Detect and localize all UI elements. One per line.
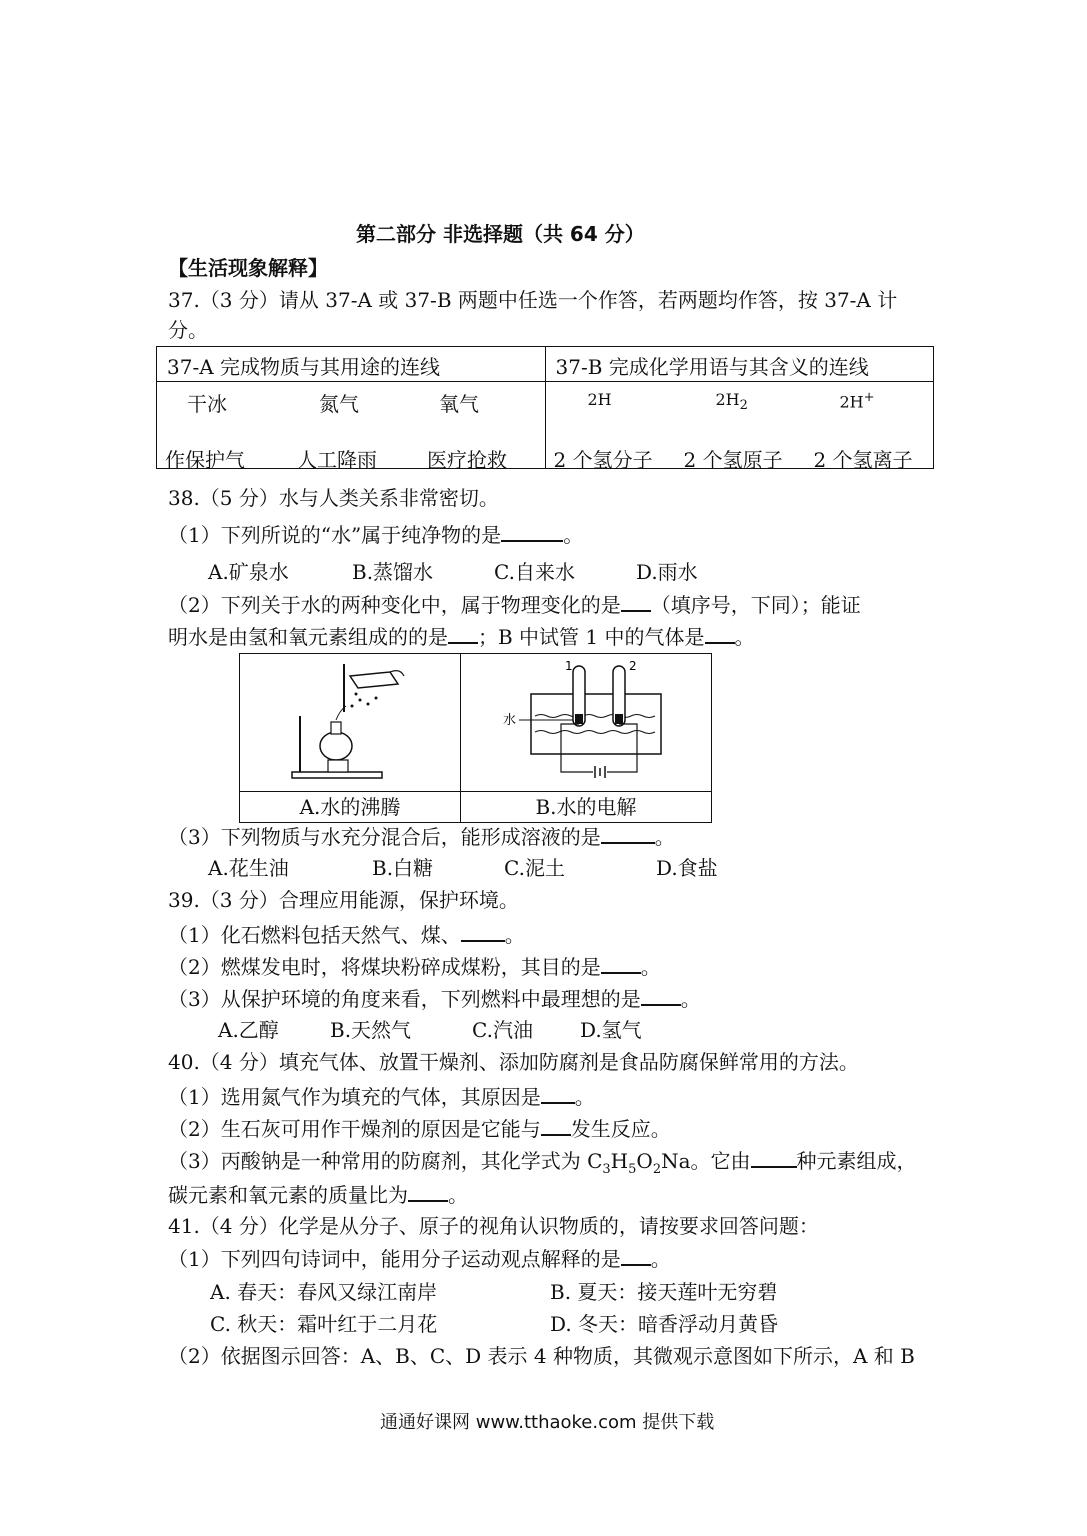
q37-b-header: 37-B 完成化学用语与其含义的连线	[555, 355, 869, 379]
section-title: 【生活现象解释】	[168, 256, 328, 280]
q37-b-top-item: 2H+	[839, 390, 875, 412]
q37-a-top-item: 氮气	[319, 392, 359, 416]
tube-1-label: 1	[565, 659, 573, 673]
boiling-apparatus-illustration	[240, 654, 460, 786]
q37-a-header: 37-A 完成物质与其用途的连线	[167, 355, 441, 379]
q41-part1: （1）下列四句诗词中，能用分子运动观点解释的是 。	[168, 1247, 671, 1271]
q40-part2: （2）生石灰可用作干燥剂的原因是它能与 发生反应。	[168, 1117, 671, 1141]
q38-stem: 38.（5 分）水与人类关系非常密切。	[168, 486, 499, 510]
q41-stem: 41.（4 分）化学是从分子、原子的视角认识物质的，请按要求回答问题：	[168, 1214, 819, 1238]
fig-b-caption: B.水的电解	[535, 795, 637, 819]
q39-part3: （3）从保护环境的角度来看，下列燃料中最理想的是 。	[168, 987, 701, 1011]
q37-a-bottom-item: 作保护气	[165, 448, 245, 472]
q37-a-header-cell	[157, 347, 546, 382]
q40-part3-line2: 碳元素和氧元素的质量比为 。	[168, 1183, 468, 1207]
q37-stem-line2: 分。	[168, 318, 208, 342]
answer-blank	[448, 624, 478, 644]
q37-a-top-item: 氧气	[439, 392, 479, 416]
q37-stem-line1: 37.（3 分）请从 37-A 或 37-B 两题中任选一个作答，若两题均作答，按 37-A 计	[168, 288, 898, 312]
q38-p3-option: C.泥土	[504, 856, 565, 880]
q37-b-top-item: $2H_2$	[715, 390, 748, 414]
q38-p1-option: D.雨水	[636, 560, 698, 584]
q37-a-bottom-item: 医疗抢救	[427, 448, 507, 472]
q40-part3-line1: （3）丙酸钠是一种常用的防腐剂，其化学式为 $C_3H_5O_2Na$。它由 种元素组成，	[168, 1149, 917, 1177]
q37-b-body	[545, 382, 934, 472]
q38-figure-table	[239, 653, 712, 823]
q38-part1: （1）下列所说的“水”属于纯净物的是 。	[168, 523, 584, 547]
q38-p3-option: D.食盐	[656, 856, 718, 880]
q38-part3: （3）下列物质与水充分混合后，能形成溶液的是 。	[168, 825, 675, 849]
q39-part1: （1）化石燃料包括天然气、煤、 。	[168, 923, 525, 947]
q37-b-header-cell	[545, 347, 934, 382]
answer-blank	[601, 824, 655, 844]
q38-part2-line1: （2）下列关于水的两种变化中，属于物理变化的是 （填序号，下同）；能证	[168, 593, 861, 617]
answer-blank	[501, 522, 563, 542]
q39-part2: （2）燃煤发电时，将煤块粉碎成煤粉，其目的是 。	[168, 955, 661, 979]
q38-p3-option: A.花生油	[208, 856, 289, 880]
q37-a-body	[157, 382, 546, 472]
q39-stem: 39.（3 分）合理应用能源，保护环境。	[168, 888, 519, 912]
fig-a-caption: A.水的沸腾	[299, 795, 401, 819]
answer-blank	[461, 922, 505, 942]
q37-b-top-item: 2H	[587, 390, 612, 409]
q38-p1-option: B.蒸馏水	[352, 560, 434, 584]
q41-part2: （2）依据图示回答：A、B、C、D 表示 4 种物质，其微观示意图如下所示，A 和 B	[168, 1344, 915, 1368]
q40-part1: （1）选用氮气作为填充的气体，其原因是 。	[168, 1085, 595, 1109]
part-title: 第二部分 非选择题（共 64 分）	[356, 222, 645, 246]
q39-option: A.乙醇	[218, 1018, 279, 1042]
q37-a-top-item: 干冰	[187, 392, 227, 416]
q38-p1-option: A.矿泉水	[208, 560, 289, 584]
q37-b-bottom-item: 2 个氢原子	[683, 448, 783, 472]
answer-blank	[621, 592, 651, 612]
q38-p3-option: B.白糖	[372, 856, 434, 880]
q37-b-bottom-item: 2 个氢离子	[813, 448, 913, 472]
fig-b-caption-cell	[461, 792, 712, 823]
q38-p1-option: C.自来水	[494, 560, 575, 584]
q41-option-a: A. 春天：春风又绿江南岸	[210, 1280, 438, 1304]
answer-blank	[601, 954, 641, 974]
answer-blank	[705, 624, 735, 644]
answer-blank	[641, 986, 681, 1006]
answer-blank	[541, 1084, 575, 1104]
electrolysis-apparatus-illustration	[461, 654, 711, 786]
q41-option-d: D. 冬天：暗香浮动月黄昏	[550, 1312, 779, 1336]
fig-a-caption-cell	[240, 792, 461, 823]
q38-part2-line2: 明水是由氢和氧元素组成的的是 ；B 中试管 1 中的气体是 。	[168, 625, 755, 649]
answer-blank	[408, 1182, 448, 1202]
q37-matching-table	[156, 346, 934, 472]
q39-option: C.汽油	[472, 1018, 533, 1042]
page-footer: 通通好课网 www.tthaoke.com 提供下载	[380, 1412, 715, 1433]
water-label: 水	[503, 713, 517, 728]
q40-stem: 40.（4 分）填充气体、放置干燥剂、添加防腐剂是食品防腐保鲜常用的方法。	[168, 1050, 859, 1074]
answer-blank	[751, 1148, 797, 1168]
q41-option-c: C. 秋天：霜叶红于二月花	[210, 1312, 438, 1336]
q37-b-bottom-item: 2 个氢分子	[553, 448, 653, 472]
answer-blank	[621, 1246, 651, 1266]
q37-a-bottom-item: 人工降雨	[297, 448, 377, 472]
answer-blank	[541, 1116, 571, 1136]
fig-boiling-cell	[240, 654, 461, 792]
q39-option: B.天然气	[330, 1018, 412, 1042]
tube-2-label: 2	[629, 659, 637, 673]
q41-option-b: B. 夏天：接天莲叶无穷碧	[550, 1280, 778, 1304]
fig-electrolysis-cell	[461, 654, 712, 792]
q39-option: D.氢气	[580, 1018, 642, 1042]
